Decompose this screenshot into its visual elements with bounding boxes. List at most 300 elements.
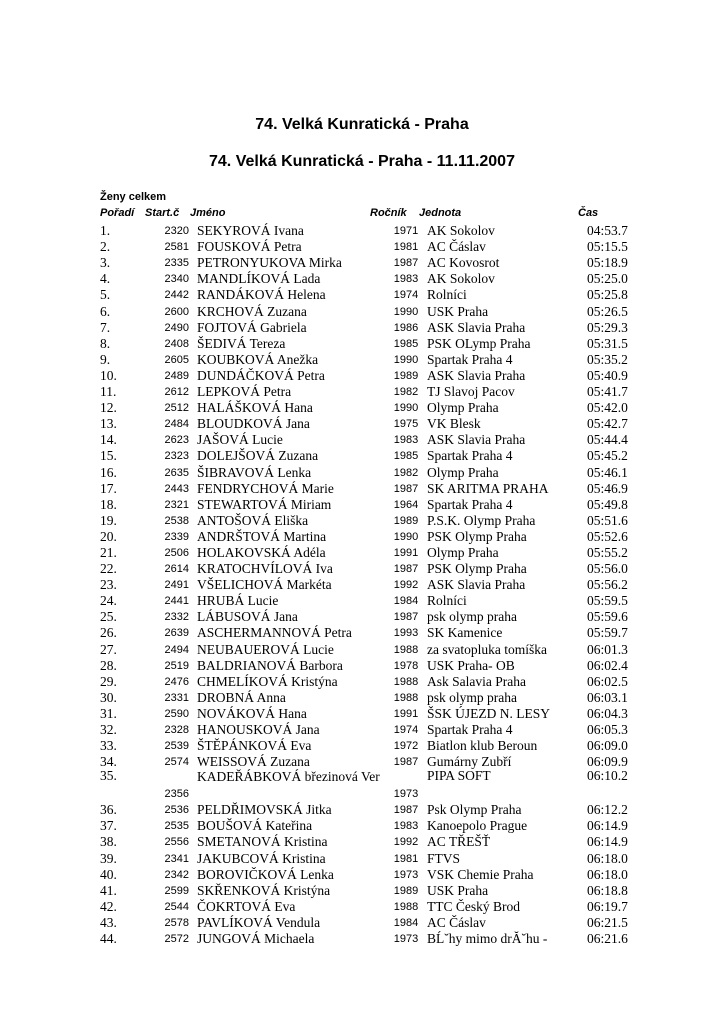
result-name: PETRONYUKOVA Mirka — [197, 255, 342, 271]
result-club: ASK Slavia Praha — [427, 367, 526, 383]
result-start-number: 2484 — [164, 418, 189, 431]
result-time: 06:19.7 — [587, 898, 628, 914]
result-time: 06:09.9 — [587, 754, 628, 770]
result-club: AK Sokolov — [427, 223, 495, 239]
result-club: BĹ˘hy mimo drĂ˘hu - — [427, 931, 548, 947]
result-year: 1987 — [393, 563, 419, 576]
result-start-number: 2328 — [164, 724, 189, 736]
result-position: 24. — [100, 593, 117, 609]
result-position: 21. — [100, 544, 117, 560]
result-start-number: 2544 — [164, 900, 189, 913]
result-time: 06:14.9 — [587, 818, 628, 834]
result-time: 06:05.3 — [587, 722, 628, 737]
table-row — [100, 914, 635, 930]
result-year: 1991 — [393, 546, 419, 559]
table-row — [100, 351, 635, 367]
result-year: 1986 — [393, 321, 419, 334]
result-position: 25. — [100, 609, 117, 625]
result-club: Rolníci — [427, 593, 467, 609]
result-time: 05:52.6 — [587, 528, 628, 544]
result-name: WEISSOVÁ Zuzana — [197, 754, 310, 770]
result-year: 1983 — [393, 434, 419, 447]
result-name: BALDRIANOVÁ Barbora — [197, 657, 343, 673]
result-position: 11. — [100, 384, 117, 400]
result-position: 16. — [100, 464, 117, 480]
result-time: 05:35.2 — [587, 351, 628, 367]
result-year: 1989 — [393, 884, 419, 897]
result-time: 06:21.5 — [587, 914, 628, 930]
table-row — [100, 624, 635, 640]
result-position: 7. — [100, 319, 111, 335]
result-position: 31. — [100, 705, 117, 721]
result-name: FOUSKOVÁ Petra — [197, 239, 302, 255]
result-club: AC Čáslav — [427, 239, 486, 255]
table-row — [100, 463, 635, 479]
result-club: Biatlon klub Beroun — [427, 738, 538, 754]
result-start-number: 2536 — [164, 804, 189, 817]
result-year: 1974 — [393, 289, 419, 302]
result-time: 05:49.8 — [587, 496, 628, 512]
result-position: 30. — [100, 689, 117, 705]
result-year: 1964 — [393, 498, 419, 511]
result-club: VSK Chemie Praha — [427, 866, 534, 882]
result-time: 05:44.4 — [587, 432, 628, 448]
result-start-number: 2599 — [164, 884, 189, 897]
result-time: 05:46.1 — [587, 464, 628, 480]
table-row — [100, 673, 635, 689]
result-name: FENDRYCHOVÁ Marie — [197, 480, 334, 496]
result-time: 05:40.9 — [587, 367, 628, 383]
result-name: LÁBUSOVÁ Jana — [197, 609, 298, 625]
result-time: 06:12.2 — [587, 802, 628, 818]
table-row — [100, 833, 635, 849]
result-year: 1982 — [393, 386, 419, 399]
table-row — [100, 496, 635, 512]
result-year: 1981 — [393, 241, 419, 254]
result-club: P.S.K. Olymp Praha — [427, 512, 536, 528]
result-club: USK Praha — [427, 882, 489, 898]
result-start-number: 2341 — [164, 852, 189, 865]
result-name: ANTOŠOVÁ Eliška — [197, 512, 309, 528]
result-start-number: 2612 — [164, 386, 189, 399]
section-heading: Ženy celkem — [100, 191, 167, 203]
table-row — [100, 383, 635, 399]
result-club: ASK Slavia Praha — [427, 432, 526, 448]
table-row — [100, 560, 635, 576]
result-position: 43. — [100, 914, 117, 930]
result-club: AC Kovosrot — [427, 255, 500, 271]
result-time: 05:56.0 — [587, 561, 628, 577]
result-club: USK Praha — [427, 303, 489, 319]
result-year: 1987 — [393, 482, 419, 495]
result-time: 06:02.5 — [587, 673, 628, 689]
result-name: KRCHOVÁ Zuzana — [197, 303, 307, 319]
result-year: 1990 — [393, 353, 419, 366]
result-start-number: 2614 — [164, 563, 189, 576]
result-position: 37. — [100, 818, 117, 834]
table-row — [100, 335, 635, 351]
result-club: AC TŘEŠŤ — [427, 834, 491, 850]
result-position: 22. — [100, 561, 117, 577]
result-position: 12. — [100, 400, 117, 416]
result-time: 06:18.8 — [587, 882, 628, 898]
table-row — [100, 415, 635, 431]
result-name: ŠTĚPÁNKOVÁ Eva — [197, 738, 312, 754]
result-year: 1983 — [393, 273, 419, 286]
result-club: PSK Olymp Praha — [427, 561, 527, 577]
result-start-number: 2639 — [164, 627, 189, 640]
result-time: 06:02.4 — [587, 657, 628, 673]
result-name: PELDŘIMOVSKÁ Jitka — [197, 802, 332, 818]
result-time: 06:14.9 — [587, 834, 628, 850]
result-name: RANDÁKOVÁ Helena — [197, 287, 326, 303]
result-time: 06:04.3 — [587, 705, 628, 721]
result-club: Spartak Praha 4 — [427, 496, 513, 512]
result-position: 29. — [100, 673, 117, 689]
result-position: 38. — [100, 834, 117, 850]
result-club: FTVS — [427, 850, 461, 866]
result-club: psk olymp praha — [427, 689, 517, 705]
result-start-number: 2635 — [164, 466, 189, 479]
table-row — [100, 866, 635, 882]
result-position: 27. — [100, 641, 117, 657]
result-year: 1972 — [393, 740, 419, 753]
result-year: 1984 — [393, 595, 419, 608]
result-start-number: 2491 — [164, 579, 189, 592]
result-name: CHMELÍKOVÁ Kristýna — [197, 673, 338, 689]
result-time: 05:42.0 — [587, 400, 628, 416]
result-year: 1988 — [393, 691, 419, 704]
table-row — [100, 689, 635, 705]
result-start-number: 2623 — [164, 434, 189, 447]
result-position: 41. — [100, 882, 117, 898]
table-row — [100, 399, 635, 415]
result-club: AK Sokolov — [427, 271, 495, 287]
result-club: VK Blesk — [427, 416, 481, 432]
col-header-start-number: Start.č — [145, 207, 180, 219]
table-row — [100, 319, 635, 335]
result-start-number: 2494 — [164, 643, 189, 656]
result-start-number: 2578 — [164, 916, 189, 929]
result-club: Olymp Praha — [427, 464, 499, 480]
result-club: PSK OLymp Praha — [427, 335, 531, 351]
result-position: 14. — [100, 432, 117, 448]
result-name: SEKYROVÁ Ivana — [197, 223, 304, 239]
table-row — [100, 753, 635, 769]
document-subtitle: 74. Velká Kunratická - Praha - 11.11.2007 — [209, 153, 515, 170]
result-position: 15. — [100, 448, 117, 464]
result-time: 05:51.6 — [587, 512, 628, 528]
table-row — [100, 302, 635, 318]
result-year: 1973 — [393, 868, 419, 881]
result-club: TJ Slavoj Pacov — [427, 384, 515, 400]
result-name: NOVÁKOVÁ Hana — [197, 705, 307, 721]
result-start-number: 2590 — [164, 707, 189, 720]
result-club: Spartak Praha 4 — [427, 722, 513, 737]
result-position: 42. — [100, 898, 117, 914]
result-club: SK Kamenice — [427, 625, 503, 641]
result-time: 05:59.5 — [587, 593, 628, 609]
result-position: 10. — [100, 367, 117, 383]
result-start-number: 2331 — [164, 691, 189, 704]
result-year: 1982 — [393, 466, 419, 479]
result-position: 1. — [100, 223, 111, 239]
result-time: 05:55.2 — [587, 544, 628, 560]
result-start-number: 2443 — [164, 482, 189, 495]
result-position: 33. — [100, 738, 117, 754]
result-name: ČOKRTOVÁ Eva — [197, 898, 296, 914]
result-time: 05:56.2 — [587, 577, 628, 593]
result-position: 19. — [100, 512, 117, 528]
result-year: 1989 — [393, 514, 419, 527]
document-title: 74. Velká Kunratická - Praha — [255, 116, 469, 133]
result-year: 1973 — [393, 933, 419, 946]
result-year: 1985 — [393, 450, 419, 463]
result-start-number: 2600 — [164, 305, 189, 318]
result-time: 06:09.0 — [587, 738, 628, 754]
result-start-number: 2535 — [164, 820, 189, 833]
result-club: Ask Salavia Praha — [427, 673, 526, 689]
result-club: PSK Olymp Praha — [427, 528, 527, 544]
table-row — [100, 512, 635, 528]
result-year: 1988 — [393, 900, 419, 913]
table-row — [100, 254, 635, 270]
result-start-number: 2476 — [164, 675, 189, 688]
result-start-number: 2538 — [164, 514, 189, 527]
result-time: 05:26.5 — [587, 303, 628, 319]
table-row — [100, 286, 635, 302]
result-name: ŠEDIVÁ Tereza — [197, 335, 286, 351]
result-position: 26. — [100, 625, 117, 641]
result-time: 05:59.6 — [587, 609, 628, 625]
result-year: 1984 — [393, 916, 419, 929]
results-table — [100, 222, 635, 946]
result-name: FOJTOVÁ Gabriela — [197, 319, 307, 335]
result-name: HANOUSKOVÁ Jana — [197, 722, 320, 737]
table-row — [100, 898, 635, 914]
result-start-number: 2321 — [164, 498, 189, 511]
table-row — [100, 930, 635, 946]
result-position: 17. — [100, 480, 117, 496]
result-time: 05:45.2 — [587, 448, 628, 464]
result-name: VŠELICHOVÁ Markéta — [197, 577, 332, 593]
result-time: 05:15.5 — [587, 239, 628, 255]
result-position: 36. — [100, 802, 117, 818]
result-position: 2. — [100, 239, 111, 255]
col-header-position: Pořadí — [100, 207, 135, 219]
result-club: USK Praha- OB — [427, 657, 515, 673]
table-row — [100, 801, 635, 817]
result-club: Rolníci — [427, 287, 467, 303]
result-club: Spartak Praha 4 — [427, 351, 513, 367]
result-name: STEWARTOVÁ Miriam — [197, 496, 332, 512]
results-body — [100, 222, 635, 946]
result-time: 06:01.3 — [587, 641, 628, 657]
result-time: 05:41.7 — [587, 384, 628, 400]
result-club: AC Čáslav — [427, 914, 486, 930]
result-position: 35. — [100, 769, 117, 784]
result-name: ANDRŠTOVÁ Martina — [197, 528, 327, 544]
result-position: 4. — [100, 271, 111, 287]
result-name: LEPKOVÁ Petra — [197, 384, 292, 400]
table-row — [100, 769, 635, 801]
result-start-number: 2519 — [164, 659, 189, 672]
result-year: 1987 — [393, 804, 419, 817]
result-name: DOLEJŠOVÁ Zuzana — [197, 448, 319, 464]
result-club: ASK Slavia Praha — [427, 577, 526, 593]
result-name: DUNDÁČKOVÁ Petra — [197, 367, 325, 383]
result-start-number: 2512 — [164, 402, 189, 415]
result-position: 13. — [100, 416, 117, 432]
result-start-number: 2490 — [164, 321, 189, 334]
result-name: BOROVIČKOVÁ Lenka — [197, 866, 334, 882]
table-row — [100, 882, 635, 898]
result-time: 05:18.9 — [587, 255, 628, 271]
result-start-number: 2408 — [164, 337, 189, 350]
result-year: 1985 — [393, 337, 419, 350]
result-name: SKŘENKOVÁ Kristýna — [197, 882, 331, 898]
result-year: 1991 — [393, 707, 419, 720]
table-row — [100, 849, 635, 865]
result-start-number: 2332 — [164, 611, 189, 624]
result-name: BLOUDKOVÁ Jana — [197, 416, 310, 432]
result-name: JUNGOVÁ Michaela — [197, 931, 315, 947]
table-row — [100, 447, 635, 463]
col-header-name: Jméno — [190, 207, 226, 219]
result-year: 1992 — [393, 579, 419, 592]
result-position: 32. — [100, 722, 117, 737]
result-name: ASCHERMANNOVÁ Petra — [197, 625, 352, 641]
result-start-number: 2323 — [164, 450, 189, 463]
result-time: 06:21.6 — [587, 931, 628, 947]
result-name: JAŠOVÁ Lucie — [197, 432, 283, 448]
result-position: 34. — [100, 754, 117, 770]
result-position: 23. — [100, 577, 117, 593]
result-club: za svatopluka tomíška — [427, 641, 547, 657]
result-year: 1990 — [393, 530, 419, 543]
result-name: KOUBKOVÁ Anežka — [197, 351, 319, 367]
table-row — [100, 367, 635, 383]
result-name: KADEŘÁBKOVÁ březinová Ver — [197, 769, 380, 785]
result-club: TTC Český Brod — [427, 898, 520, 914]
result-time: 05:25.8 — [587, 287, 628, 303]
result-position: 40. — [100, 866, 117, 882]
result-year: 1974 — [393, 724, 419, 736]
result-year: 1987 — [393, 756, 419, 769]
result-position: 5. — [100, 287, 111, 303]
table-row — [100, 222, 635, 238]
result-time: 06:03.1 — [587, 689, 628, 705]
result-position: 8. — [100, 335, 111, 351]
result-name: HRUBÁ Lucie — [197, 593, 279, 609]
result-time: 05:42.7 — [587, 416, 628, 432]
result-year: 1992 — [393, 836, 419, 849]
table-row — [100, 544, 635, 560]
result-year: 1988 — [393, 675, 419, 688]
result-year: 1973 — [393, 788, 419, 801]
table-row — [100, 592, 635, 608]
result-club: ŠSK ÚJEZD N. LESY — [427, 705, 551, 721]
result-name: SMETANOVÁ Kristina — [197, 834, 328, 850]
result-name: MANDLÍKOVÁ Lada — [197, 271, 321, 287]
result-year: 1990 — [393, 402, 419, 415]
result-club: psk olymp praha — [427, 609, 517, 625]
result-name: ŠIBRAVOVÁ Lenka — [197, 464, 312, 480]
result-club: SK ARITMA PRAHA — [427, 480, 549, 496]
result-position: 28. — [100, 657, 117, 673]
result-time: 04:53.7 — [587, 223, 628, 239]
result-time: 05:29.3 — [587, 319, 628, 335]
result-position: 6. — [100, 303, 111, 319]
result-start-number: 2574 — [164, 756, 189, 769]
result-position: 44. — [100, 931, 117, 947]
result-year: 1978 — [393, 659, 419, 672]
result-position: 3. — [100, 255, 111, 271]
result-club: Olymp Praha — [427, 544, 499, 560]
result-start-number: 2556 — [164, 836, 189, 849]
result-start-number: 2605 — [164, 353, 189, 366]
result-name: PAVLÍKOVÁ Vendula — [197, 914, 321, 930]
result-start-number: 2441 — [164, 595, 189, 608]
result-club: Olymp Praha — [427, 400, 499, 416]
result-club: PIPA SOFT — [427, 769, 491, 784]
result-start-number: 2489 — [164, 369, 189, 382]
result-start-number: 2581 — [164, 241, 189, 254]
result-start-number: 2320 — [164, 225, 189, 238]
result-start-number: 2356 — [164, 788, 189, 801]
table-row — [100, 705, 635, 721]
col-header-time: Čas — [578, 207, 599, 219]
result-time: 06:18.0 — [587, 866, 628, 882]
result-start-number: 2342 — [164, 868, 189, 881]
table-row — [100, 721, 635, 737]
result-start-number: 2506 — [164, 546, 189, 559]
table-row — [100, 657, 635, 673]
table-row — [100, 480, 635, 496]
result-time: 06:10.2 — [587, 769, 628, 784]
result-start-number: 2539 — [164, 740, 189, 753]
result-time: 06:18.0 — [587, 850, 628, 866]
result-position: 18. — [100, 496, 117, 512]
result-time: 05:59.7 — [587, 625, 628, 641]
result-start-number: 2335 — [164, 257, 189, 270]
col-header-year: Ročník — [370, 207, 407, 219]
result-club: Psk Olymp Praha — [427, 802, 522, 818]
result-position: 39. — [100, 850, 117, 866]
result-year: 1988 — [393, 643, 419, 656]
result-year: 1987 — [393, 257, 419, 270]
table-row — [100, 640, 635, 656]
table-row — [100, 270, 635, 286]
result-start-number: 2442 — [164, 289, 189, 302]
result-name: BOUŠOVÁ Kateřina — [197, 818, 313, 834]
result-year: 1975 — [393, 418, 419, 431]
result-club: Gumárny Zubří — [427, 754, 512, 770]
result-time: 05:46.9 — [587, 480, 628, 496]
result-name: NEUBAUEROVÁ Lucie — [197, 641, 334, 657]
result-year: 1981 — [393, 852, 419, 865]
table-row — [100, 431, 635, 447]
result-start-number: 2339 — [164, 530, 189, 543]
result-start-number: 2340 — [164, 273, 189, 286]
table-row — [100, 737, 635, 753]
result-year: 1989 — [393, 369, 419, 382]
result-club: ASK Slavia Praha — [427, 319, 526, 335]
result-start-number: 2572 — [164, 933, 189, 946]
result-time: 05:31.5 — [587, 335, 628, 351]
table-row — [100, 238, 635, 254]
result-year: 1987 — [393, 611, 419, 624]
